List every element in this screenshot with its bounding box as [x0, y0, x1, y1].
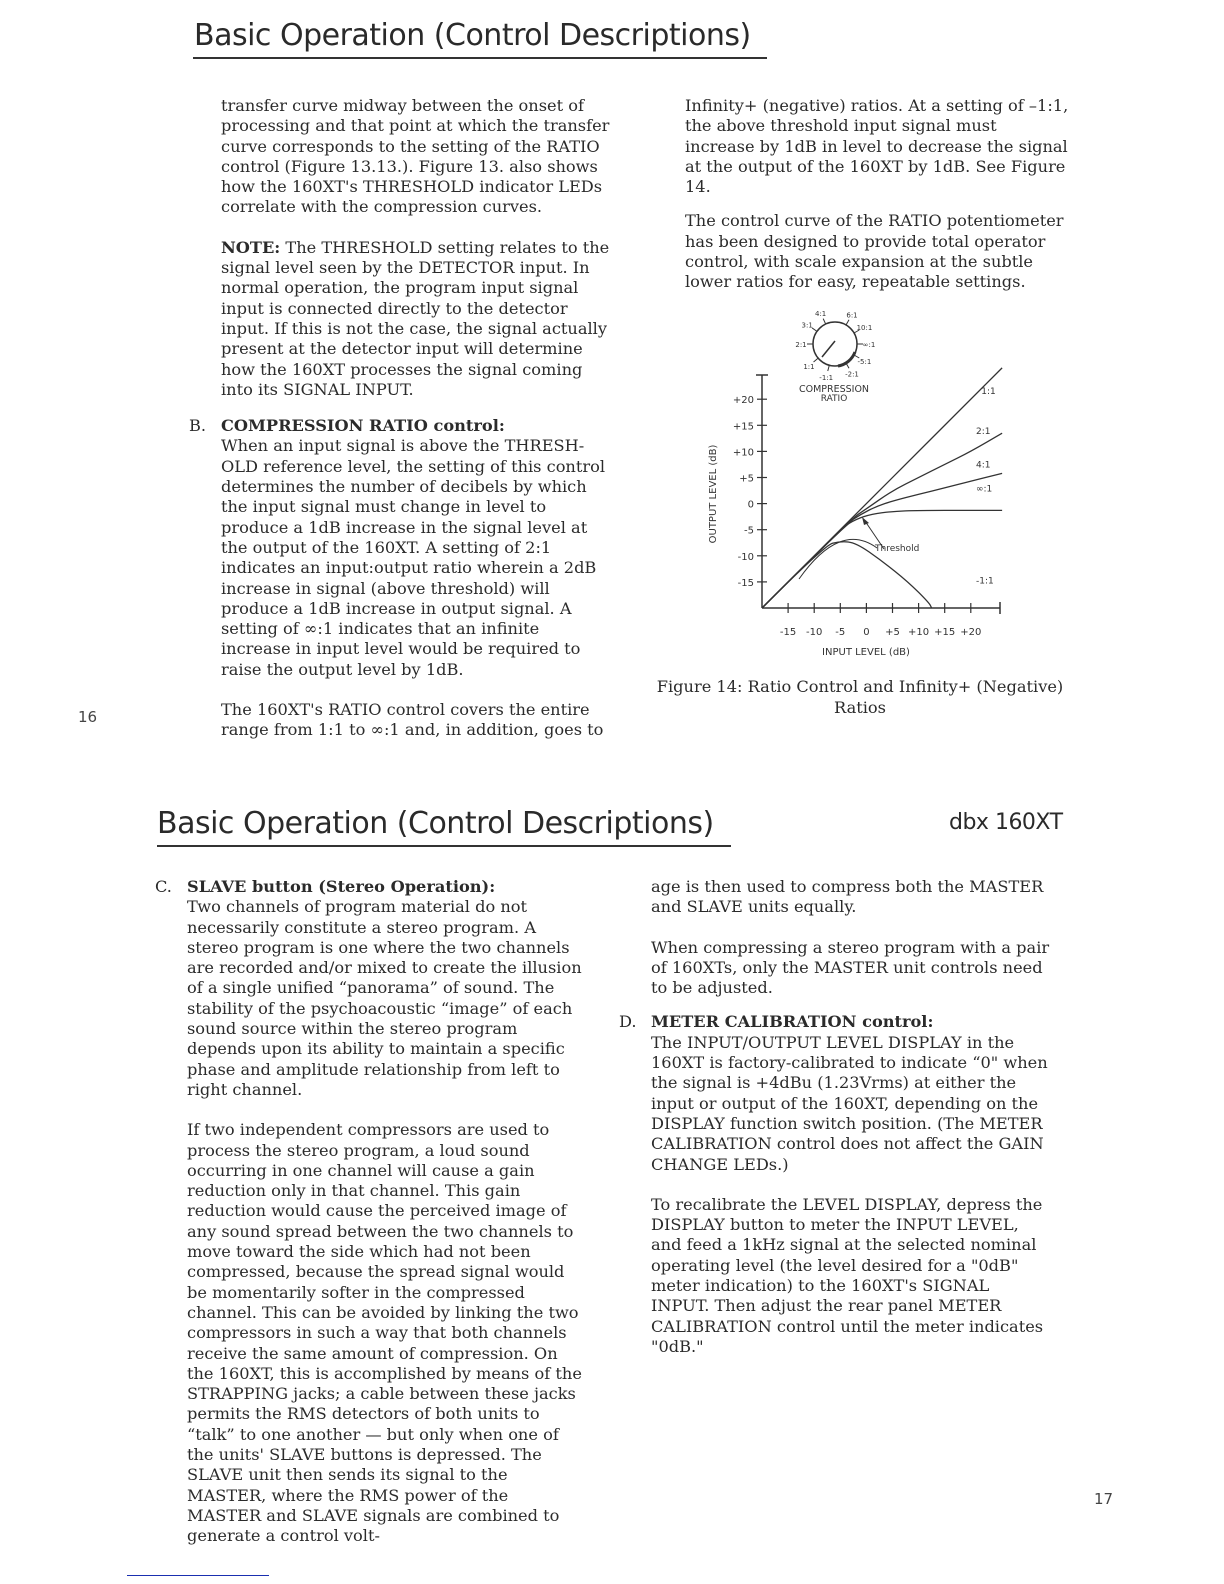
knob-tick — [814, 358, 819, 362]
x-tick-label: -10 — [806, 627, 823, 638]
curve-4x1 — [762, 473, 1002, 608]
section-letter: D. — [619, 1012, 637, 1032]
section-text: When an input signal is above the THRESH-OLD reference level, the setting of this control determines the number of decibels by which the input signal must change in level to produce a 1dB increase in the signal level at the output of the 160XT. A setting of 2:1 indicates an input:output ratio wherein a 2dB increase in signal (above threshold) will produce a 1dB increase in output signal. A setting of ∞:1 indicates that an infinite increase in input level would be required to raise the output level by 1dB. — [221, 436, 606, 679]
x-tick-label: +5 — [885, 627, 900, 638]
threshold-arrowhead — [862, 517, 869, 525]
note-text: The THRESHOLD setting relates to the signal level seen by the DETECTOR input. In normal operation, the program input signal input is connected directly to the detector input. If this is not the case, the signal actually present at the detector input will determine how the 160XT processes the signal coming into its SIGNAL INPUT. — [221, 237, 610, 399]
paragraph: Infinity+ (negative) ratios. At a setting of –1:1, the above threshold input signal must increase by 1dB in level to decrease the signal at the output of the 160XT by 1dB. See Figure 14. — [685, 96, 1069, 197]
curve-label: 2:1 — [976, 427, 991, 438]
curve-label: ∞:1 — [976, 484, 993, 495]
threshold-annotation — [799, 517, 919, 579]
paragraph: To recalibrate the LEVEL DISPLAY, depress the DISPLAY button to meter the INPUT LEVEL, and feed a 1kHz signal at the selected nominal operating level (the level desired for a "0dB" meter indication) to the 160XT's SIGNAL INPUT. Then adjust the rear panel METER CALIBRATION control until the meter indicates "0dB." — [651, 1194, 1044, 1356]
paragraph: When compressing a stereo program with a pair of 160XTs, only the MASTER unit controls need to be adjusted. — [651, 937, 1050, 998]
section-letter: B. — [189, 416, 207, 436]
curve-xx1 — [762, 510, 1002, 608]
y-tick-label: +5 — [739, 473, 754, 485]
product-name: dbx 160XT — [949, 810, 1063, 835]
page-number: 17 — [1094, 1490, 1114, 1508]
x-tick-label: -5 — [835, 627, 846, 638]
section-title: SLAVE button (Stereo Operation): — [187, 877, 496, 896]
compression-ratio-knob — [795, 310, 875, 404]
paragraph: The 160XT's RATIO control covers the entire range from 1:1 to ∞:1 and, in addition, goes to — [221, 700, 604, 740]
knob-tick — [828, 365, 830, 371]
section-text: Two channels of program material do not necessarily constitute a stereo program. A stereo program is one where the two channels are recorded and/or mixed to create the illusion of a single unified “panorama” of sound. The stability of the psychoacoustic “image” of each sound source within the stereo program depends upon its ability to maintain a specific phase and amplitude relationship from left to right channel. — [187, 897, 582, 1099]
y-tick-label: +20 — [732, 395, 754, 407]
knob-scale-label: -1:1 — [819, 373, 834, 382]
paragraph: age is then used to compress both the MASTER and SLAVE units equally. — [651, 877, 1044, 917]
section-title: COMPRESSION RATIO control: — [221, 416, 505, 436]
curve-label: -1:1 — [976, 576, 994, 587]
section-title: METER CALIBRATION control: — [651, 1012, 934, 1032]
y-axis-label: OUTPUT LEVEL (dB) — [708, 444, 719, 544]
x-axis-label: INPUT LEVEL (dB) — [822, 647, 910, 658]
figure-caption: Figure 14: Ratio Control and Infinity+ (Negative) Ratios — [656, 677, 1064, 717]
bottom-left-column — [155, 877, 587, 1561]
knob-scale-label: 1:1 — [803, 362, 815, 371]
page-header: Basic Operation (Control Descriptions) — [194, 18, 751, 53]
page-number: 16 — [78, 708, 98, 726]
knob-label: COMPRESSION — [798, 384, 870, 395]
section-text: The INPUT/OUTPUT LEVEL DISPLAY in the 160XT is factory-calibrated to indicate “0" when the signal is +4dBu (1.23Vrms) at either the input or output of the 160XT, depending on the DISPLAY function switch position. (The METER CALIBRATION control does not affect the GAIN CHANGE LEDs.) — [651, 1032, 1048, 1174]
note-label: NOTE: — [221, 237, 281, 257]
section-d — [619, 1012, 1051, 1174]
curve-label: 4:1 — [976, 460, 991, 471]
knob-tick — [846, 320, 849, 325]
y-tick-label: -10 — [737, 551, 754, 563]
paragraph: The control curve of the RATIO potentiometer has been designed to provide total operator control, with scale expansion at the subtle lower ratios for easy, repeatable settings. — [685, 211, 1064, 292]
section-letter: C. — [155, 877, 172, 896]
paragraph: If two independent compressors are used to process the stereo program, a loud sound occurring in one channel will cause a gain reduction only in that channel. This gain reduction would cause the perceived image of any sound spread between the two channels to move toward the side which had not been compressed, because the spread signal would be momentarily softer in the compressed channel. This can be avoided by linking the two compressors in such a way that both channels receive the same amount of compression. On the 160XT, this is accomplished by means of the STRAPPING jacks; a cable between these jacks permits the RMS detectors of both units to “talk” to one another — but only when one of the units' SLAVE buttons is depressed. The SLAVE unit then sends its signal to the MASTER, where the RMS power of the MASTER and SLAVE signals are combined to generate a control volt- — [187, 1120, 582, 1546]
threshold-label: Threshold — [875, 544, 920, 554]
paragraph: transfer curve midway between the onset of processing and that point at which the transfer curve corresponds to the setting of the RATIO control (Figure 13.13.). Figure 13. also shows how the 160XT's THRESHOLD indicator LEDs correlate with the compression curves. — [221, 96, 610, 217]
knob-scale-label: 10:1 — [856, 324, 873, 332]
y-tick-label: +15 — [732, 421, 754, 433]
x-tick-label: 0 — [863, 627, 870, 638]
curve-2x1 — [762, 433, 1002, 608]
header-underline — [157, 845, 731, 847]
page-header: Basic Operation (Control Descriptions) — [157, 806, 714, 841]
x-tick-label: +15 — [934, 627, 956, 638]
x-tick-label: +10 — [908, 627, 930, 638]
bottom-right-column — [619, 877, 1051, 1371]
curve-label: 1:1 — [981, 386, 996, 397]
knob-scale-label: 4:1 — [814, 310, 827, 319]
y-tick-label: -5 — [744, 525, 754, 537]
knob-scale-label: 3:1 — [801, 321, 813, 330]
knob-scale-label: 6:1 — [846, 311, 858, 320]
y-tick-label: 0 — [747, 499, 754, 511]
x-tick-label: +20 — [960, 627, 982, 638]
knob-tick — [812, 328, 817, 331]
y-tick-label: +10 — [732, 447, 754, 459]
knob-scale-label: 2:1 — [795, 341, 807, 349]
knob-label: RATIO — [820, 394, 848, 404]
x-tick-label: -15 — [779, 627, 797, 638]
knob-tick — [823, 319, 826, 324]
section-c — [155, 877, 587, 1100]
footnote-rule — [127, 1575, 269, 1576]
y-tick-label: -15 — [737, 577, 754, 589]
knob-pointer — [822, 341, 835, 357]
knob-scale-label: ∞:1 — [862, 341, 876, 349]
knob-scale-label: -2:1 — [845, 370, 859, 379]
knob-scale-label: -5:1 — [857, 358, 872, 366]
